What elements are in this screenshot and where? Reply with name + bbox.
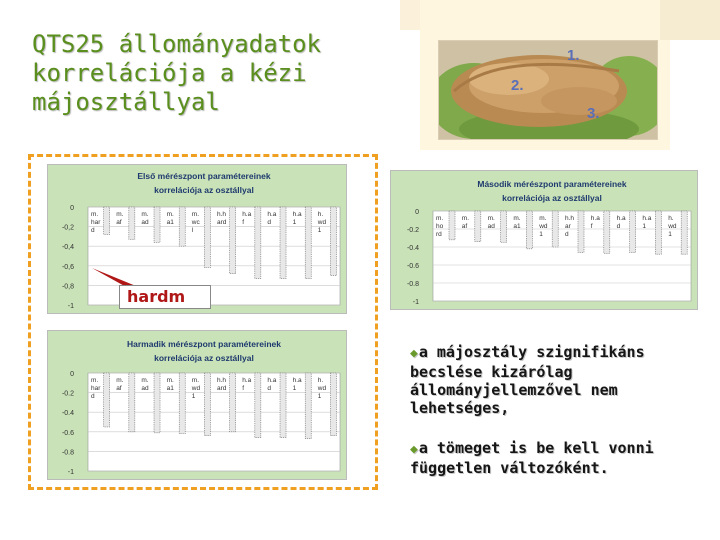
x-category-label: h. wd 1 xyxy=(317,211,327,234)
y-tick-label: 0 xyxy=(70,371,74,378)
x-category-label: m. har d xyxy=(91,377,101,400)
x-category-label: m. af xyxy=(461,215,470,230)
x-category-label: m. wd 1 xyxy=(191,377,201,400)
chart-second-point-svg xyxy=(391,171,697,309)
x-category-label: m. wc l xyxy=(191,211,200,234)
x-category-label: h.a d xyxy=(616,215,626,230)
x-category-label: h.a 1 xyxy=(292,211,302,226)
photo-label-2: 2. xyxy=(511,77,524,94)
data-bar xyxy=(655,211,661,254)
y-tick-label: -0.4 xyxy=(61,410,74,418)
data-bar xyxy=(179,373,185,434)
data-bar xyxy=(154,373,160,433)
slide-title xyxy=(32,30,412,117)
x-category-label: h.a 1 xyxy=(642,215,652,230)
y-tick-label: -0,4 xyxy=(61,244,74,252)
data-bar xyxy=(129,207,135,239)
x-category-label: h.h ard xyxy=(217,377,227,392)
liver-photo xyxy=(438,40,658,140)
photo-label-3: 3. xyxy=(587,105,600,122)
bg-square-small xyxy=(660,0,720,40)
x-category-label: m. af xyxy=(116,377,124,392)
chart-third-point xyxy=(47,330,347,480)
x-category-label: m. ad xyxy=(141,211,149,226)
data-bar xyxy=(179,207,185,246)
bullet-item-1 xyxy=(410,343,710,417)
x-category-label: h.a f xyxy=(590,215,600,230)
data-bar xyxy=(280,373,286,438)
x-category-label: m. har d xyxy=(91,211,101,234)
chart-title-line: Második mérészpont paramétereinek xyxy=(477,179,627,189)
title-line-3: májosztállyal xyxy=(32,88,220,116)
data-bar xyxy=(501,211,507,243)
data-bar xyxy=(552,211,558,247)
x-category-label: m. a1 xyxy=(166,377,174,392)
diamond-bullet-icon: ◆ xyxy=(410,442,418,457)
data-bar xyxy=(104,207,110,234)
x-category-label: m. wd 1 xyxy=(539,215,548,238)
chart-title-line: Harmadik mérészpont paramétereinek xyxy=(126,339,282,349)
title-line-2: korrelációja a kézi xyxy=(32,59,307,87)
data-bar xyxy=(526,211,532,249)
plot-area xyxy=(88,373,340,471)
bg-square-strip xyxy=(400,0,420,30)
data-bar xyxy=(604,211,610,253)
x-category-label: h.a d xyxy=(267,377,277,392)
plot-area xyxy=(433,211,691,301)
x-category-label: h. wd 1 xyxy=(668,215,677,238)
bullet-text-1: a májosztály szignifikáns becslése kizárólag állományjellemzővel nem lehetséges, xyxy=(410,343,645,417)
x-category-label: h.a f xyxy=(242,211,252,226)
chart-third-point-svg xyxy=(48,331,346,479)
x-category-label: h.h ar d xyxy=(565,215,575,238)
chart-title-line: korrelációja az osztállyal xyxy=(154,185,254,195)
chart-second-point xyxy=(390,170,698,310)
x-category-label: h.a f xyxy=(242,377,252,392)
x-category-label: m. ad xyxy=(487,215,495,230)
x-category-label: m. ho rd xyxy=(436,215,444,238)
y-tick-label: -0,2 xyxy=(61,224,74,232)
bullet-text-2: a tömeget is be kell vonni független változóként. xyxy=(410,439,654,477)
x-category-label: h.a d xyxy=(267,211,277,226)
callout-label: hardm xyxy=(119,285,211,309)
data-bar xyxy=(330,207,336,276)
x-category-label: h.h ard xyxy=(217,211,227,226)
data-bar xyxy=(129,373,135,432)
x-category-label: m. af xyxy=(116,211,124,226)
chart-title-line: korrelációja az osztállyal xyxy=(502,193,602,203)
data-bar xyxy=(104,373,110,427)
y-tick-label: -1 xyxy=(412,299,419,306)
title-line-1: QTS25 állományadatok xyxy=(32,30,321,58)
data-bar xyxy=(255,373,261,438)
data-bar xyxy=(204,207,210,268)
data-bar xyxy=(305,373,311,439)
bullet-item-2 xyxy=(410,439,710,477)
diamond-bullet-icon: ◆ xyxy=(410,346,418,361)
x-category-label: h. wd 1 xyxy=(317,377,327,400)
x-category-label: m. a1 xyxy=(513,215,521,230)
y-tick-label: -0.8 xyxy=(406,281,419,288)
bullet-list xyxy=(410,343,710,499)
y-tick-label: -0,8 xyxy=(61,283,74,291)
data-bar xyxy=(578,211,584,252)
data-bar xyxy=(305,207,311,279)
y-tick-label: 0 xyxy=(415,209,419,216)
y-tick-label: -0.4 xyxy=(406,245,419,252)
data-bar xyxy=(280,207,286,279)
y-tick-label: -0.2 xyxy=(61,390,74,398)
y-tick-label: -0.2 xyxy=(406,227,419,234)
data-bar xyxy=(255,207,261,279)
data-bar xyxy=(630,211,636,252)
data-bar xyxy=(154,207,160,242)
x-category-label: m. ad xyxy=(141,377,149,392)
chart-title-line: korrelációja az osztállyal xyxy=(154,353,254,363)
data-bar xyxy=(681,211,687,254)
y-tick-label: -0.6 xyxy=(61,429,74,437)
y-tick-label: -0.6 xyxy=(406,263,419,270)
photo-label-1: 1. xyxy=(567,47,580,64)
y-tick-label: -0,6 xyxy=(61,263,74,271)
data-bar xyxy=(330,373,336,436)
chart-title-line: Első mérészpont paramétereinek xyxy=(137,171,271,181)
liver-photo-drawing xyxy=(439,41,657,139)
y-tick-label: -1 xyxy=(67,303,74,310)
y-tick-label: -1 xyxy=(67,469,74,476)
y-tick-label: -0.8 xyxy=(61,449,74,457)
data-bar xyxy=(204,373,210,436)
data-bar xyxy=(475,211,481,242)
y-tick-label: 0 xyxy=(70,205,74,212)
x-category-label: h.a 1 xyxy=(292,377,302,392)
x-category-label: m. a1 xyxy=(166,211,174,226)
data-bar xyxy=(449,211,455,240)
data-bar xyxy=(230,373,236,432)
